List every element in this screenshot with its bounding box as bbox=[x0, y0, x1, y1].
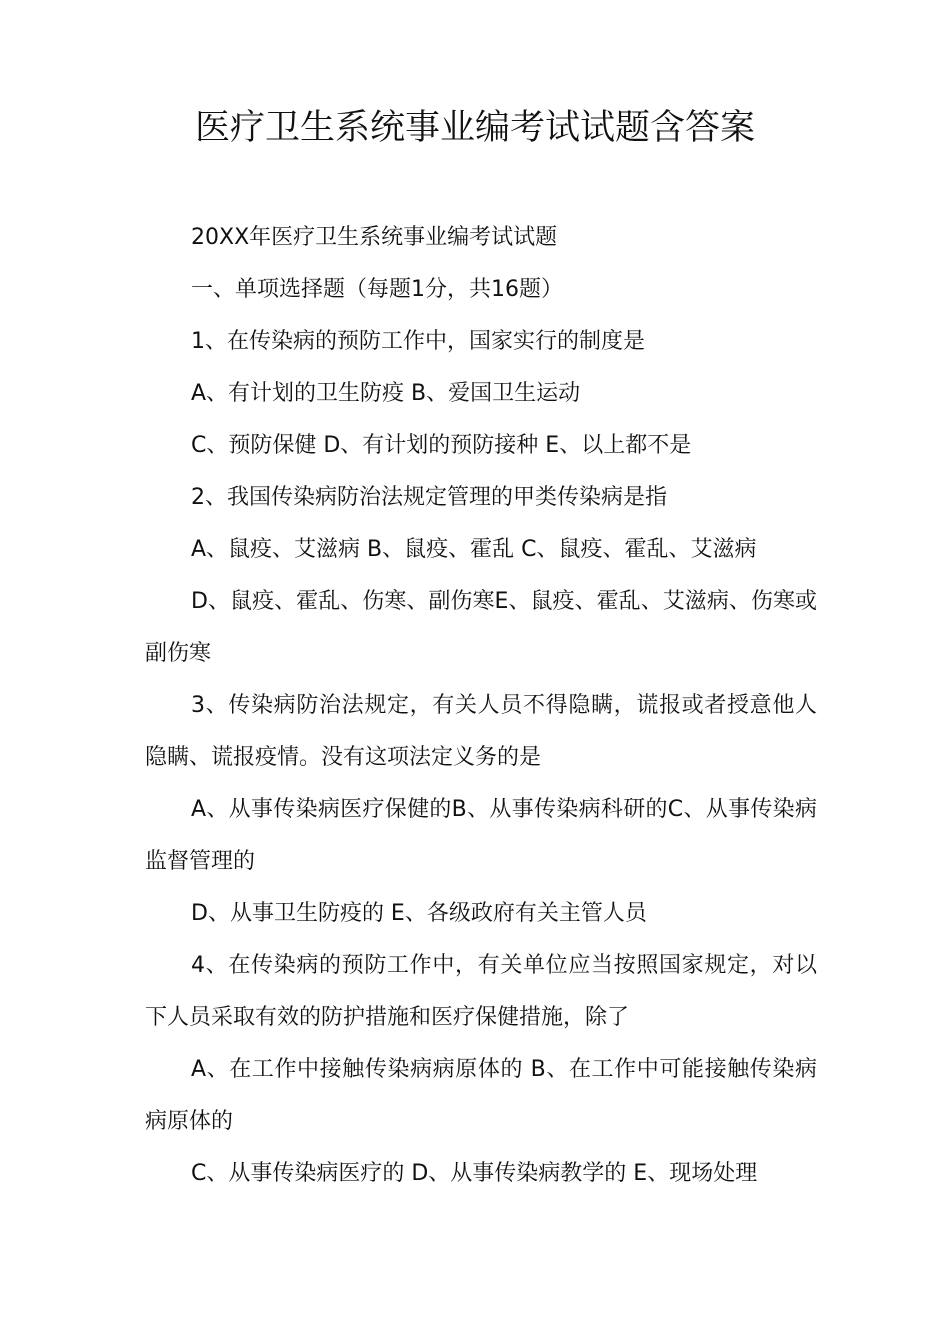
question-1: 1、在传染病的预防工作中，国家实行的制度是 bbox=[191, 329, 645, 354]
question-2: 2、我国传染病防治法规定管理的甲类传染病是指 bbox=[191, 485, 667, 510]
document-title: 医疗卫生系统事业编考试试题含答案 bbox=[194, 108, 755, 148]
question-3-options-a: A、从事传染病医疗保健的B、从事传染病科研的C、从事传染病监督管理的 bbox=[145, 797, 817, 874]
question-3: 3、传染病防治法规定，有关人员不得隐瞒，谎报或者授意他人隐瞒、谎报疫情。没有这项法定义务的是 bbox=[145, 693, 817, 770]
question-4: 4、在传染病的预防工作中，有关单位应当按照国家规定，对以下人员采取有效的防护措施和医疗保健措施，除了 bbox=[145, 953, 817, 1030]
question-4-options-a: A、在工作中接触传染病病原体的 B、在工作中可能接触传染病病原体的 bbox=[145, 1057, 817, 1134]
question-3-options-b: D、从事卫生防疫的 E、各级政府有关主管人员 bbox=[191, 901, 647, 926]
document-body bbox=[145, 212, 817, 1200]
paragraph-heading: 20XX年医疗卫生系统事业编考试试题 bbox=[191, 225, 558, 250]
question-4-options-b: C、从事传染病医疗的 D、从事传染病教学的 E、现场处理 bbox=[191, 1161, 758, 1186]
question-1-options-b: C、预防保健 D、有计划的预防接种 E、以上都不是 bbox=[191, 433, 692, 458]
question-2-options-b: D、鼠疫、霍乱、伤寒、副伤寒E、鼠疫、霍乱、艾滋病、伤寒或副伤寒 bbox=[145, 589, 817, 666]
question-2-options-a: A、鼠疫、艾滋病 B、鼠疫、霍乱 C、鼠疫、霍乱、艾滋病 bbox=[191, 537, 757, 562]
question-1-options-a: A、有计划的卫生防疫 B、爱国卫生运动 bbox=[191, 381, 581, 406]
paragraph-section: 一、单项选择题（每题1分，共16题） bbox=[191, 277, 563, 302]
